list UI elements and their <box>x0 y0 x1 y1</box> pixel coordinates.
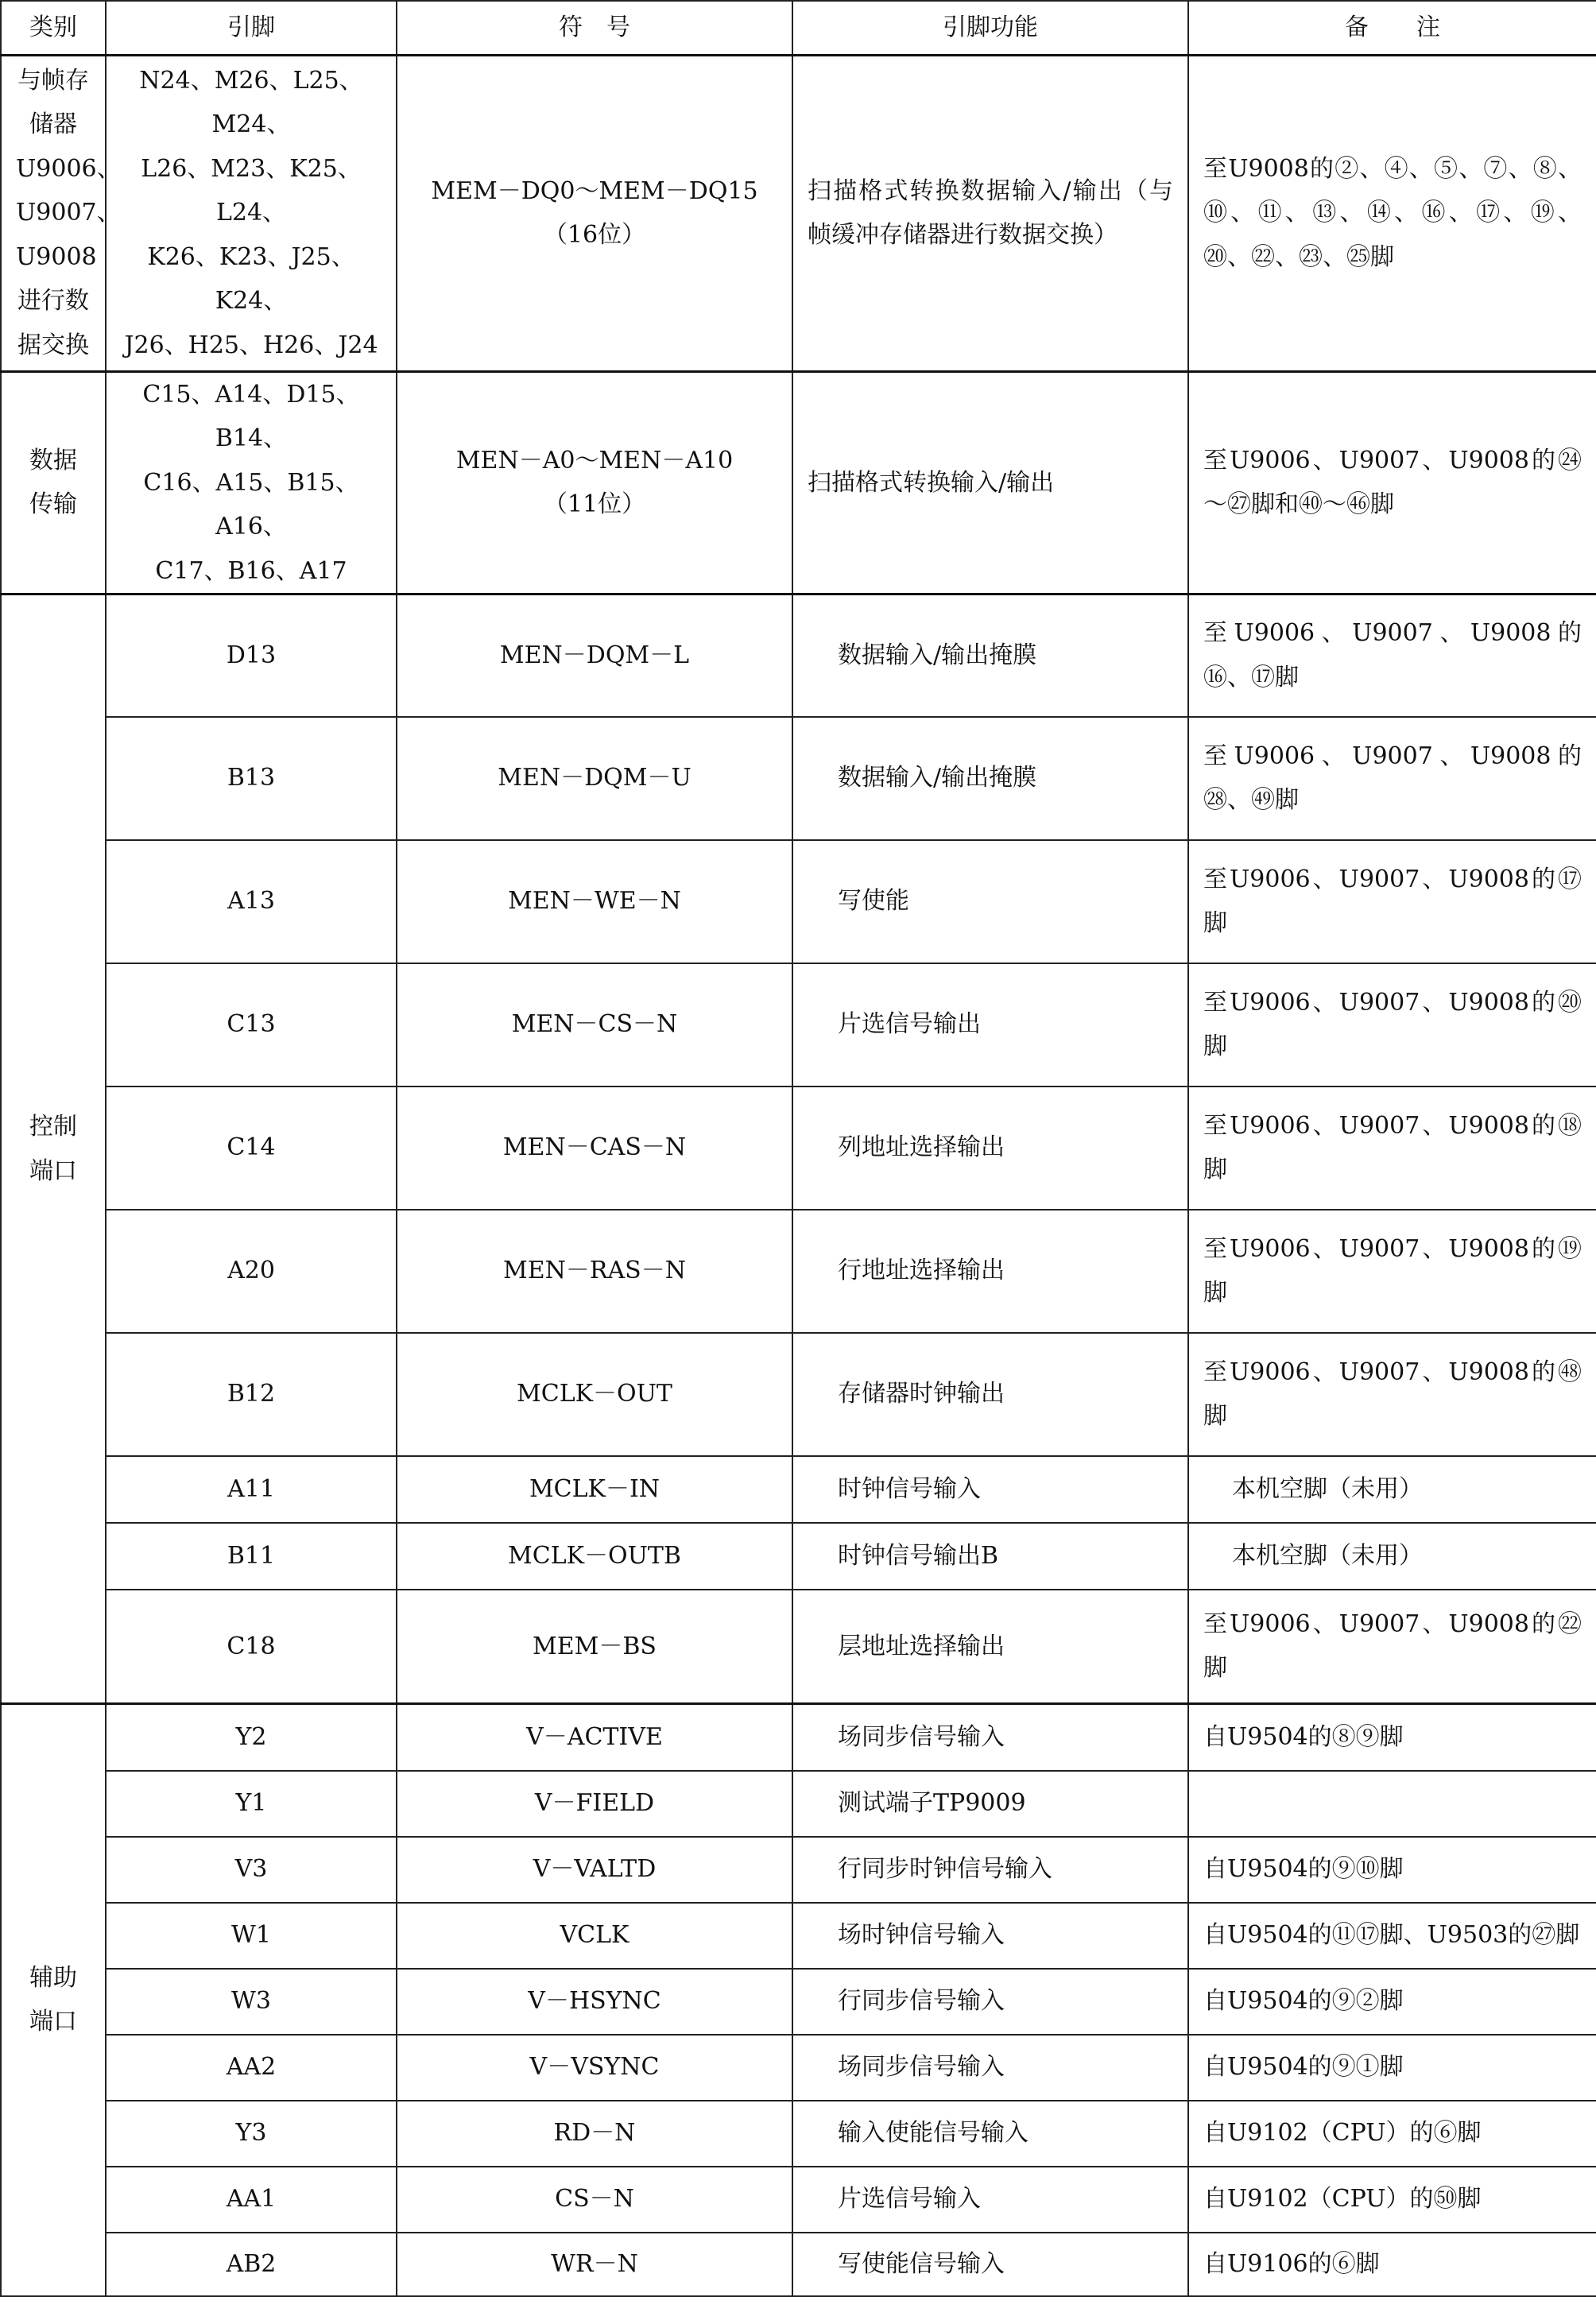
symbol-cell: V－HSYNC <box>397 1969 792 2035</box>
header-row <box>1 1 1596 55</box>
function-cell: 片选信号输入 <box>792 2167 1188 2233</box>
pin-cell: B12 <box>106 1333 397 1456</box>
pin-cell: N24、M26、L25、M24、 L26、M23、K25、L24、 K26、K23、J25、K24、 J26、H25、H26、J24 <box>106 55 397 371</box>
table-row <box>1 1969 1596 2035</box>
note-cell: 自U9504的⑨①脚 <box>1188 2035 1596 2101</box>
category-cell: 数据 传输 <box>1 371 106 595</box>
function-cell: 列地址选择输出 <box>792 1087 1188 1210</box>
table-row <box>1 1771 1596 1837</box>
symbol-cell: MEN－DQM－U <box>397 717 792 840</box>
function-cell: 数据输入/输出掩膜 <box>792 717 1188 840</box>
note-cell: 自U9106的⑥脚 <box>1188 2233 1596 2296</box>
note-cell: 本机空脚（未用） <box>1188 1456 1596 1523</box>
symbol-cell: MEN－RAS－N <box>397 1210 792 1333</box>
symbol-cell: V－VALTD <box>397 1837 792 1903</box>
note-cell: 至U9006、U9007、U9008的⑳脚 <box>1188 963 1596 1087</box>
symbol-cell: MEM－DQ0～MEM－DQ15 （16位） <box>397 55 792 371</box>
symbol-cell: V－VSYNC <box>397 2035 792 2101</box>
function-cell: 测试端子TP9009 <box>792 1771 1188 1837</box>
note-cell: 本机空脚（未用） <box>1188 1523 1596 1590</box>
header-note: 备 注 <box>1188 1 1596 55</box>
symbol-cell: RD－N <box>397 2101 792 2167</box>
symbol-cell: MEN－A0～MEN－A10 （11位） <box>397 371 792 595</box>
header-function: 引脚功能 <box>792 1 1188 55</box>
function-cell: 存储器时钟输出 <box>792 1333 1188 1456</box>
header-symbol: 符 号 <box>397 1 792 55</box>
function-cell: 写使能 <box>792 840 1188 963</box>
pin-cell: V3 <box>106 1837 397 1903</box>
symbol-cell: MCLK－IN <box>397 1456 792 1523</box>
table-row <box>1 55 1596 371</box>
function-cell: 场同步信号输入 <box>792 2035 1188 2101</box>
note-cell: 至U9006、U9007、U9008的㉔～㉗脚和㊵～㊻脚 <box>1188 371 1596 595</box>
function-cell: 场同步信号输入 <box>792 1704 1188 1771</box>
note-cell: 自U9504的⑧⑨脚 <box>1188 1704 1596 1771</box>
function-cell: 时钟信号输出B <box>792 1523 1188 1590</box>
pin-cell: C15、A14、D15、B14、 C16、A15、B15、A16、 C17、B16、A17 <box>106 371 397 595</box>
symbol-cell: MEN－DQM－L <box>397 595 792 717</box>
pin-cell: W3 <box>106 1969 397 2035</box>
function-cell: 时钟信号输入 <box>792 1456 1188 1523</box>
function-cell: 扫描格式转换数据输入/输出（与帧缓冲存储器进行数据交换） <box>792 55 1188 371</box>
pin-cell: Y3 <box>106 2101 397 2167</box>
note-cell: 至U9008的②、④、⑤、⑦、⑧、⑩、⑪、⑬、⑭、⑯、⑰、⑲、⑳、㉒、㉓、㉕脚 <box>1188 55 1596 371</box>
note-cell: 至U9006、U9007、U9008的⑲脚 <box>1188 1210 1596 1333</box>
table-row <box>1 2167 1596 2233</box>
category-cell: 辅助 端口 <box>1 1704 106 2296</box>
note-cell: 至U9006、U9007、U9008的⑱脚 <box>1188 1087 1596 1210</box>
table-row <box>1 2233 1596 2296</box>
table-row <box>1 371 1596 595</box>
table-row <box>1 1210 1596 1333</box>
symbol-cell: MCLK－OUTB <box>397 1523 792 1590</box>
pin-cell: Y2 <box>106 1704 397 1771</box>
note-cell: 自U9504的⑨②脚 <box>1188 1969 1596 2035</box>
note-cell: 自U9504的⑪⑰脚、U9503的㉗脚 <box>1188 1903 1596 1969</box>
function-cell: 扫描格式转换输入/输出 <box>792 371 1188 595</box>
pin-cell: B11 <box>106 1523 397 1590</box>
note-cell: 至U9006、U9007、U9008的⑰脚 <box>1188 840 1596 963</box>
function-cell: 层地址选择输出 <box>792 1590 1188 1704</box>
function-cell: 输入使能信号输入 <box>792 2101 1188 2167</box>
pin-cell: AA1 <box>106 2167 397 2233</box>
table-row <box>1 1590 1596 1704</box>
function-cell: 写使能信号输入 <box>792 2233 1188 2296</box>
symbol-cell: WR－N <box>397 2233 792 2296</box>
symbol-cell: MEN－WE－N <box>397 840 792 963</box>
table-row <box>1 2035 1596 2101</box>
symbol-cell: V－FIELD <box>397 1771 792 1837</box>
table-row <box>1 1903 1596 1969</box>
symbol-cell: MCLK－OUT <box>397 1333 792 1456</box>
pin-cell: A11 <box>106 1456 397 1523</box>
table-row <box>1 2101 1596 2167</box>
header-category: 类别 <box>1 1 106 55</box>
table-row <box>1 963 1596 1087</box>
function-cell: 数据输入/输出掩膜 <box>792 595 1188 717</box>
symbol-cell: V－ACTIVE <box>397 1704 792 1771</box>
table-row <box>1 595 1596 717</box>
note-cell <box>1188 1771 1596 1837</box>
symbol-cell: MEN－CS－N <box>397 963 792 1087</box>
table-row <box>1 1087 1596 1210</box>
function-cell: 行同步时钟信号输入 <box>792 1837 1188 1903</box>
table-row <box>1 1333 1596 1456</box>
pin-cell: AA2 <box>106 2035 397 2101</box>
symbol-cell: VCLK <box>397 1903 792 1969</box>
function-cell: 行地址选择输出 <box>792 1210 1188 1333</box>
symbol-cell: MEN－CAS－N <box>397 1087 792 1210</box>
note-cell: 至U9006、U9007、U9008的㊽脚 <box>1188 1333 1596 1456</box>
table-row <box>1 1523 1596 1590</box>
header-pin: 引脚 <box>106 1 397 55</box>
note-cell: 自U9504的⑨⑩脚 <box>1188 1837 1596 1903</box>
note-cell: 自U9102（CPU）的⑥脚 <box>1188 2101 1596 2167</box>
pin-cell: W1 <box>106 1903 397 1969</box>
table-row <box>1 1456 1596 1523</box>
table-row <box>1 717 1596 840</box>
note-cell: 至U9006、U9007、U9008的⑯、⑰脚 <box>1188 595 1596 717</box>
symbol-cell: CS－N <box>397 2167 792 2233</box>
note-cell: 自U9102（CPU）的㊿脚 <box>1188 2167 1596 2233</box>
category-cell: 与帧存 储器 U9006、 U9007、 U9008 进行数 据交换 <box>1 55 106 371</box>
pin-cell: A20 <box>106 1210 397 1333</box>
symbol-cell: MEM－BS <box>397 1590 792 1704</box>
note-cell: 至U9006、U9007、U9008的㉒脚 <box>1188 1590 1596 1704</box>
pin-cell: C13 <box>106 963 397 1087</box>
pin-cell: Y1 <box>106 1771 397 1837</box>
pin-cell: A13 <box>106 840 397 963</box>
pin-cell: C18 <box>106 1590 397 1704</box>
pin-cell: AB2 <box>106 2233 397 2296</box>
category-cell: 控制 端口 <box>1 595 106 1704</box>
function-cell: 场时钟信号输入 <box>792 1903 1188 1969</box>
function-cell: 行同步信号输入 <box>792 1969 1188 2035</box>
pin-cell: B13 <box>106 717 397 840</box>
pin-cell: C14 <box>106 1087 397 1210</box>
function-cell: 片选信号输出 <box>792 963 1188 1087</box>
pin-cell: D13 <box>106 595 397 717</box>
table-row <box>1 1704 1596 1771</box>
table-row <box>1 840 1596 963</box>
note-cell: 至U9006、U9007、U9008的㉘、㊾脚 <box>1188 717 1596 840</box>
table-row <box>1 1837 1596 1903</box>
